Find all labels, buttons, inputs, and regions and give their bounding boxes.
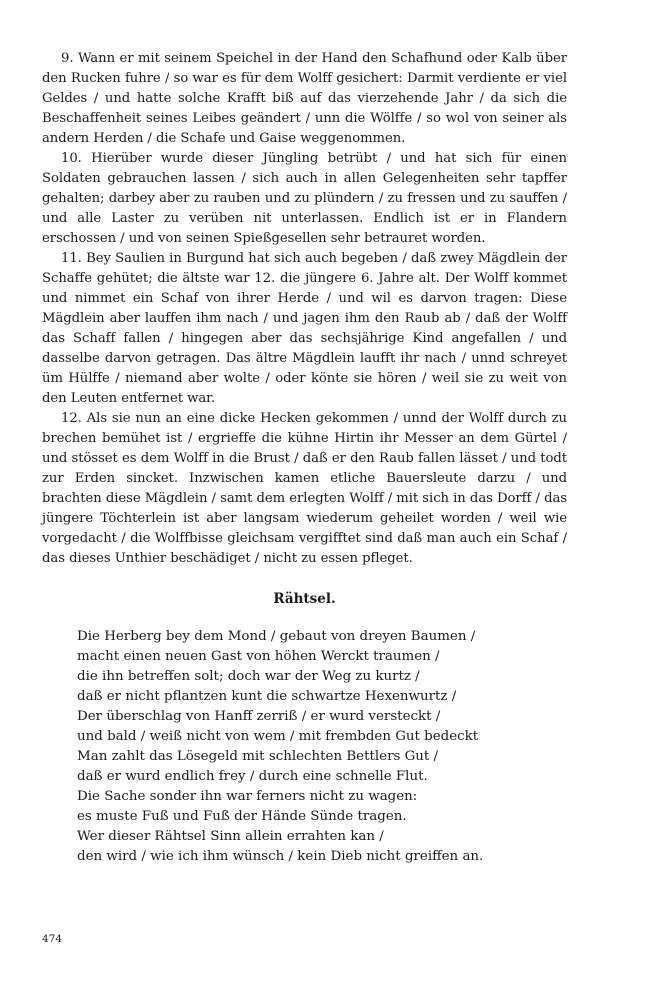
prose-section (42, 49, 567, 569)
paragraph-10: 10. Hierüber wurde dieser Jüngling betrübt / und hat sich für einen Soldaten gebrauchen lassen / sich auch in allen Gelegenheiten sehr tapffer gehalten; darbey aber zu rauben und zu plündern / zu fressen und zu sauffen / und alle Laster zu verüben nit unterlassen. Endlich ist er in Flandern erschossen / und von seinen Spießgesellen sehr betrauret worden. (42, 151, 567, 246)
page-number: 474 (42, 933, 63, 945)
poem-line: es muste Fuß und Fuß der Hände Sünde tragen. (77, 809, 407, 824)
poem-line: und bald / weiß nicht von wem / mit frembden Gut bedeckt (77, 729, 479, 744)
poem-line: macht einen neuen Gast von höhen Werckt traumen / (77, 649, 440, 664)
poem-line: Der überschlag von Hanff zerriß / er wurd versteckt / (77, 709, 441, 724)
paragraph-12: 12. Als sie nun an eine dicke Hecken gekommen / unnd der Wolff durch zu brechen bemühet ist / ergrieffe die kühne Hirtin ihr Messer an dem Gürtel / und stösset es dem Wolff in die Brust / daß er den Raub fallen lässet / und todt zur Erden sincket. Inzwischen kamen etliche Bauersleute darzu / und brachten diese Mägdlein / samt dem erlegten Wolff / mit sich in das Dorff / das jüngere Töchterlein ist aber langsam wiederum geheilet worden / weil wie vorgedacht / die Wolffbisse gleichsam vergifftet sind daß man auch ein Schaf / das dieses Unthier beschädiget / nicht zu essen pfleget. (42, 411, 567, 566)
paragraph-9: 9. Wann er mit seinem Speichel in der Hand den Schafhund oder Kalb über den Rucken fuhre / so war es für dem Wolff gesichert: Darmit verdiente er viel Geldes / und hatte solche Krafft biß auf das vierzehende Jahr / da sich die Beschaffenheit seines Leibes geändert / unn die Wölffe / so wol von seiner als andern Herden / die Schafe und Gaise weggenommen. (42, 51, 567, 146)
poem-line: die ihn betreffen solt; doch war der Weg zu kurtz / (77, 669, 420, 684)
riddle-poem (77, 627, 557, 867)
poem-line: den wird / wie ich ihm wünsch / kein Dieb nicht greiffen an. (77, 849, 484, 864)
poem-line: Wer dieser Rähtsel Sinn allein errahten kan / (77, 829, 384, 844)
poem-line: Man zahlt das Lösegeld mit schlechten Bettlers Gut / (77, 749, 439, 764)
poem-line: Die Sache sonder ihn war ferners nicht zu wagen: (77, 789, 418, 804)
riddle-heading: Rähtsel. (273, 591, 336, 607)
poem-line: Die Herberg bey dem Mond / gebaut von dreyen Baumen / (77, 629, 476, 644)
paragraph-11: 11. Bey Saulien in Burgund hat sich auch begeben / daß zwey Mägdlein der Schaffe gehütet; die ältste war 12. die jüngere 6. Jahre alt. Der Wolff kommet und nimmet ein Schaf von ihrer Herde / und wil es darvon tragen: Diese Mägdlein aber lauffen ihm nach / und jagen ihm den Raub ab / daß der Wolff das Schaff fallen / hingegen aber das sechsjährige Kind angefallen / und dasselbe darvon getragen. Das ältre Mägdlein laufft ihr nach / unnd schreyet üm Hülffe / niemand aber wolte / oder könte sie hören / weil sie zu weit von den Leuten entfernet war. (42, 251, 567, 406)
poem-line: daß er wurd endlich frey / durch eine schnelle Flut. (77, 769, 428, 784)
poem-line: daß er nicht pflantzen kunt die schwartze Hexenwurtz / (77, 689, 457, 704)
